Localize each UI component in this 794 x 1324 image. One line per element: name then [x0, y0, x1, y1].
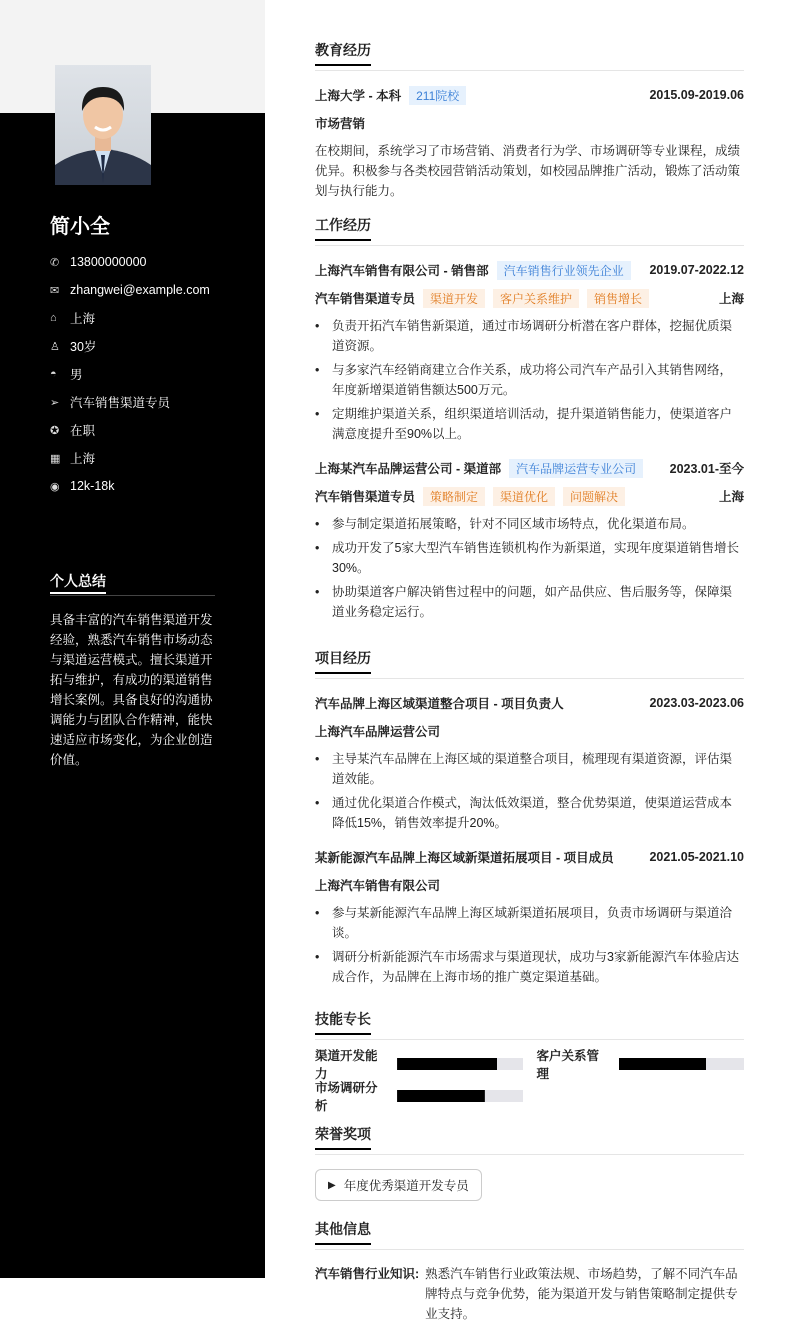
section-title: 荣誉奖项	[315, 1124, 371, 1150]
contact-text: zhangwei@example.com	[70, 283, 210, 297]
bullet: • 与多家汽车经销商建立合作关系，成功将公司汽车产品引入其销售网络，年度新增渠道销售额达500万元。	[315, 360, 744, 400]
contact-home	[50, 304, 210, 332]
contact-gender	[50, 360, 210, 388]
skill-bar-fill	[397, 1090, 485, 1102]
other-label: 汽车销售行业知识:	[315, 1267, 420, 1281]
status-icon: ✪	[50, 424, 60, 437]
salary-icon: ◉	[50, 480, 60, 493]
school-name: 上海大学 - 本科	[315, 89, 402, 103]
role: 汽车销售渠道专员	[315, 292, 416, 306]
profile-photo	[55, 65, 151, 185]
work-date: 2023.01-至今	[669, 462, 744, 476]
summary-title-text: 个人总结	[50, 573, 106, 594]
bullet: • 负责开拓汽车销售新渠道，通过市场调研分析潜在客户群体，挖掘优质渠道资源。	[315, 316, 744, 356]
home-icon: ⌂	[50, 312, 57, 324]
skill-name: 渠道开发能力	[315, 1049, 378, 1081]
project-name: 汽车品牌上海区域渠道整合项目 - 项目负责人	[315, 697, 564, 711]
contact-text: 13800000000	[70, 255, 147, 269]
other-text: 熟悉汽车销售行业政策法规、市场趋势，了解不同汽车品牌特点与竞争优势，能为渠道开发与销售策略制定提供专业支持。	[425, 1267, 738, 1321]
section-title: 项目经历	[315, 648, 371, 674]
project-name: 某新能源汽车品牌上海区域新渠道拓展项目 - 项目成员	[315, 851, 614, 865]
school-tag: 211院校	[409, 86, 466, 105]
gender-icon: ◓	[50, 368, 57, 380]
bullet: • 定期维护渠道关系，组织渠道培训活动，提升渠道销售能力，使渠道客户满意度提升至90%以上。	[315, 404, 744, 444]
company-name: 上海汽车销售有限公司 - 销售部	[315, 264, 489, 278]
company-tag: 汽车销售行业领先企业	[497, 261, 631, 280]
award-item[interactable]	[315, 1169, 482, 1201]
skill-item	[536, 1049, 745, 1081]
contact-text: 在职	[70, 424, 96, 438]
section-education	[315, 40, 744, 71]
skill-tag: 销售增长	[587, 289, 649, 308]
contact-text: 12k-18k	[70, 479, 115, 493]
contact-position	[50, 388, 210, 416]
section-awards	[315, 1124, 744, 1155]
education-date: 2015.09-2019.06	[649, 88, 744, 102]
contact-text: 上海	[70, 312, 96, 326]
contact-text: 30岁	[70, 340, 97, 354]
work-date: 2019.07-2022.12	[649, 263, 744, 277]
section-title: 其他信息	[315, 1219, 371, 1245]
project-date: 2023.03-2023.06	[649, 696, 744, 710]
skill-item	[315, 1049, 523, 1081]
contact-status	[50, 416, 210, 444]
section-title: 教育经历	[315, 40, 371, 66]
skill-bar	[397, 1058, 522, 1070]
project-item	[315, 693, 744, 833]
other-item	[315, 1264, 744, 1324]
bullet: • 协助渠道客户解决销售过程中的问题，如产品供应、售后服务等，保障渠道业务稳定运行。	[315, 582, 744, 622]
bullet: • 调研分析新能源汽车市场需求与渠道现状，成功与3家新能源汽车体验店达成合作，为品牌在上海市场的推广奠定渠道基础。	[315, 947, 744, 987]
section-work	[315, 215, 744, 246]
work-item	[315, 260, 744, 444]
role: 汽车销售渠道专员	[315, 490, 416, 504]
skill-item	[315, 1081, 523, 1113]
summary-text: 具备丰富的汽车销售渠道开发经验，熟悉汽车销售市场动态与渠道运营模式。擅长渠道开拓与维护，有成功的渠道销售增长案例。具备良好的沟通协调能力与团队合作精神，能快速适应市场变化，为企业创造价值。	[50, 613, 213, 767]
profile-name: 简小全	[50, 216, 110, 238]
skills-list	[315, 1049, 744, 1113]
contact-text: 男	[70, 368, 83, 382]
mail-icon: ✉	[50, 284, 60, 297]
skill-name: 客户关系管理	[536, 1049, 600, 1081]
work-city: 上海	[718, 490, 744, 504]
bullet: • 主导某汽车品牌在上海区域的渠道整合项目，梳理现有渠道资源，评估渠道效能。	[315, 749, 744, 789]
send-icon: ➢	[50, 396, 60, 409]
contact-list	[50, 248, 210, 500]
contact-email	[50, 276, 210, 304]
project-item	[315, 847, 744, 987]
education-desc: 在校期间，系统学习了市场营销、消费者行为学、市场调研等专业课程，成绩优异。积极参与各类校园营销活动策划，如校园品牌推广活动，锻炼了活动策划与执行能力。	[315, 144, 741, 198]
skill-tag: 问题解决	[563, 487, 625, 506]
major: 市场营销	[315, 117, 366, 131]
project-org: 上海汽车品牌运营公司	[315, 725, 441, 739]
project-date: 2021.05-2021.10	[649, 850, 744, 864]
contact-salary	[50, 472, 210, 500]
work-city: 上海	[718, 292, 744, 306]
phone-icon: ✆	[50, 256, 60, 269]
section-skills	[315, 1009, 744, 1040]
skill-tag: 渠道优化	[493, 487, 555, 506]
section-projects	[315, 648, 744, 679]
summary-title	[50, 571, 215, 596]
bullet: • 通过优化渠道合作模式，淘汰低效渠道，整合优势渠道，使渠道运营成本降低15%，销售效率提升20%。	[315, 793, 744, 833]
bullet: • 参与制定渠道拓展策略，针对不同区域市场特点，优化渠道布局。	[315, 514, 744, 534]
contact-city	[50, 444, 210, 472]
skill-bar-fill	[397, 1058, 497, 1070]
main-content	[315, 40, 744, 1324]
building-icon: ▦	[50, 452, 61, 465]
award-text: 年度优秀渠道开发专员	[343, 1179, 469, 1193]
skill-bar	[397, 1090, 522, 1102]
sidebar	[0, 0, 265, 1278]
contact-age	[50, 332, 210, 360]
skill-tag: 渠道开发	[423, 289, 485, 308]
skill-bar	[619, 1058, 744, 1070]
project-org: 上海汽车销售有限公司	[315, 879, 441, 893]
skill-name: 市场调研分析	[315, 1081, 378, 1113]
contact-phone	[50, 248, 210, 276]
contact-text: 上海	[70, 452, 96, 466]
age-icon: ♙	[50, 340, 60, 353]
skill-tag: 客户关系维护	[493, 289, 579, 308]
section-title: 技能专长	[315, 1009, 371, 1035]
company-tag: 汽车品牌运营专业公司	[509, 459, 643, 478]
skill-bar-fill	[619, 1058, 707, 1070]
section-other	[315, 1219, 744, 1250]
bullet: • 参与某新能源汽车品牌上海区域新渠道拓展项目，负责市场调研与渠道洽谈。	[315, 903, 744, 943]
work-item	[315, 458, 744, 622]
play-icon: ▶	[328, 1179, 336, 1191]
bullet: • 成功开发了5家大型汽车销售连锁机构作为新渠道，实现年度渠道销售增长30%。	[315, 538, 744, 578]
company-name: 上海某汽车品牌运营公司 - 渠道部	[315, 462, 502, 476]
contact-text: 汽车销售渠道专员	[70, 396, 171, 410]
section-title: 工作经历	[315, 215, 371, 241]
skill-tag: 策略制定	[423, 487, 485, 506]
education-item	[315, 85, 744, 201]
